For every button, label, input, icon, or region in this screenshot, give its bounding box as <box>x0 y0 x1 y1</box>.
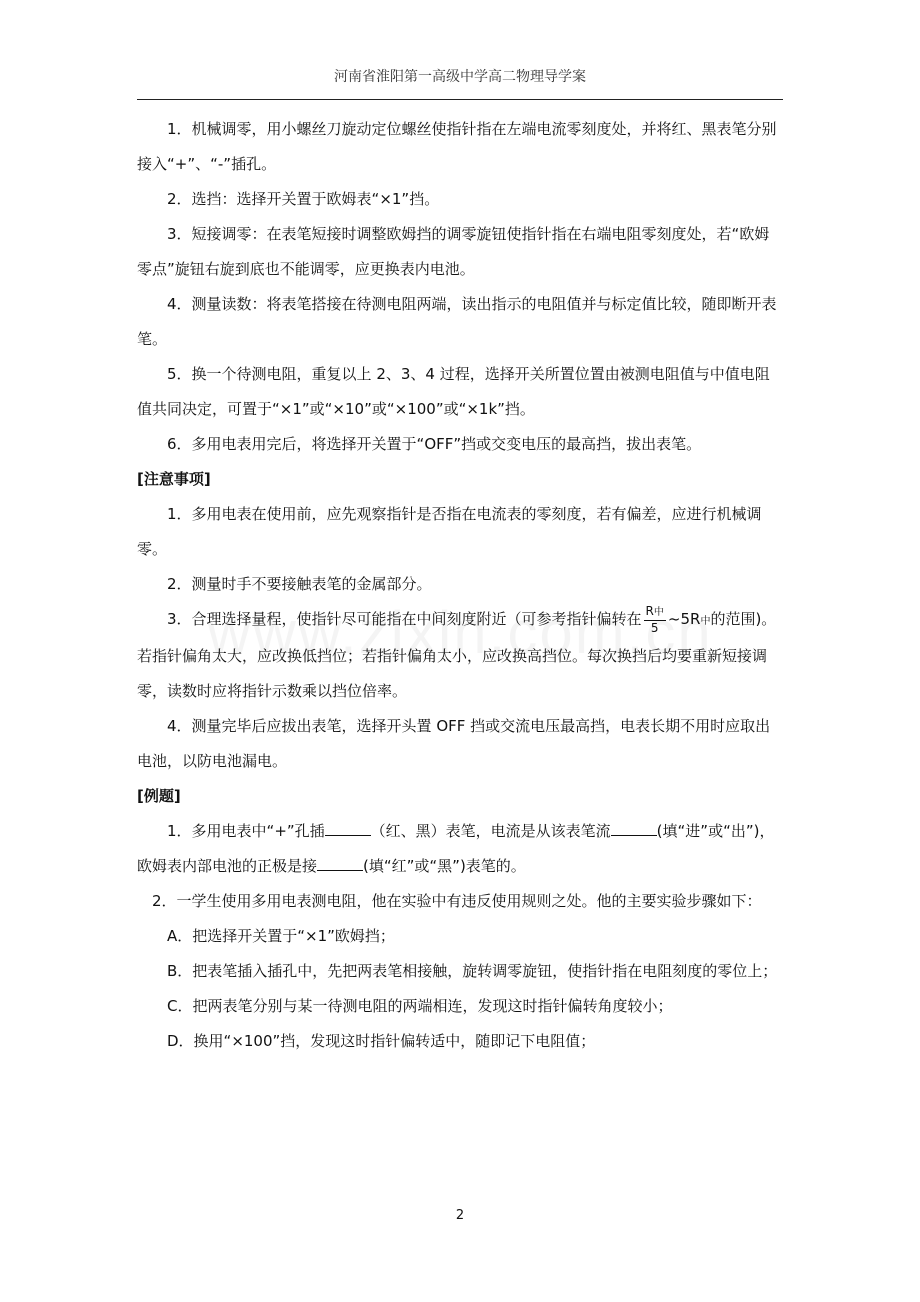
step-4: 4．测量读数：将表笔搭接在待测电阻两端，读出指示的电阻值并与标定值比较，随即断开表笔。 <box>137 295 777 348</box>
page-number: 2 <box>455 1208 465 1223</box>
step-1: 1．机械调零，用小螺丝刀旋动定位螺丝使指针指在左端电流零刻度处，并将红、黑表笔分别接入“+”、“-”插孔。 <box>137 120 777 173</box>
step-2: 2．选挡：选择开关置于欧姆表“×1”挡。 <box>167 190 440 208</box>
example-2: 2．一学生使用多用电表测电阻，他在实验中有违反使用规则之处。他的主要实验步骤如下： <box>152 892 762 910</box>
fraction-denominator: 5 <box>650 621 659 635</box>
fraction-numerator-subscript: 中 <box>653 607 664 618</box>
example-1-text-c: (填“进”或“出”)，欧姆表内部电池的正极是接 <box>137 822 775 875</box>
step-5: 5．换一个待测电阻，重复以上 2、3、4 过程，选择开关所置位置由被测电阻值与中值电阻值共同决定，可置于“×1”或“×10”或“×100”或“×1k”挡。 <box>137 365 770 418</box>
note-3-subscript: 中 <box>700 616 711 627</box>
page-header: 河南省淮阳第一高级中学高二物理导学案 <box>334 69 586 85</box>
fraction-r-mid-over-5 <box>644 604 666 635</box>
note-3-text-c: 的范围)。若指针偏角太大，应改换低挡位；若指针偏角太小，应改换高挡位。每次换挡后均要重新短接调零，读数时应将指针示数乘以挡位倍率。 <box>137 610 777 700</box>
example-1-text-d: (填“红”或“黑”)表笔的。 <box>363 857 526 875</box>
note-3-text-b: ~5R <box>667 610 701 628</box>
answer-blank-3 <box>317 856 363 871</box>
document-body <box>137 112 783 1059</box>
fraction-numerator-symbol: R <box>645 604 654 618</box>
note-3-text-a: 3．合理选择量程，使指针尽可能指在中间刻度附近（可参考指针偏转在 <box>167 610 642 628</box>
answer-blank-2 <box>611 821 657 836</box>
header-divider <box>137 99 783 100</box>
step-6: 6．多用电表用完后，将选择开关置于“OFF”挡或交变电压的最高挡，拔出表笔。 <box>167 435 702 453</box>
option-d: D．换用“×100”挡，发现这时指针偏转适中，随即记下电阻值； <box>167 1032 596 1050</box>
step-3: 3．短接调零：在表笔短接时调整欧姆挡的调零旋钮使指针指在右端电阻零刻度处，若“欧姆零点”旋钮右旋到底也不能调零，应更换表内电池。 <box>137 225 770 278</box>
option-a: A．把选择开关置于“×1”欧姆挡； <box>167 927 395 945</box>
answer-blank-1 <box>325 821 371 836</box>
examples-heading: [例题] <box>137 787 181 805</box>
option-c: C．把两表笔分别与某一待测电阻的两端相连，发现这时指针偏转角度较小； <box>167 997 673 1015</box>
note-3 <box>137 602 783 709</box>
note-1: 1．多用电表在使用前，应先观察指针是否指在电流表的零刻度，若有偏差，应进行机械调零。 <box>137 505 762 558</box>
example-1-text-b: （红、黑）表笔，电流是从该表笔流 <box>370 822 611 840</box>
notes-heading: [注意事项] <box>137 470 211 488</box>
note-2: 2．测量时手不要接触表笔的金属部分。 <box>167 575 432 593</box>
option-b: B．把表笔插入插孔中，先把两表笔相接触，旋转调零旋钮，使指针指在电阻刻度的零位上； <box>167 962 778 980</box>
example-1-text-a: 1．多用电表中“+”孔插 <box>167 822 325 840</box>
example-1 <box>137 814 783 884</box>
note-4: 4．测量完毕后应拔出表笔，选择开头置 OFF 挡或交流电压最高挡，电表长期不用时应取出电池，以防电池漏电。 <box>137 717 771 770</box>
fraction-numerator <box>644 604 666 621</box>
